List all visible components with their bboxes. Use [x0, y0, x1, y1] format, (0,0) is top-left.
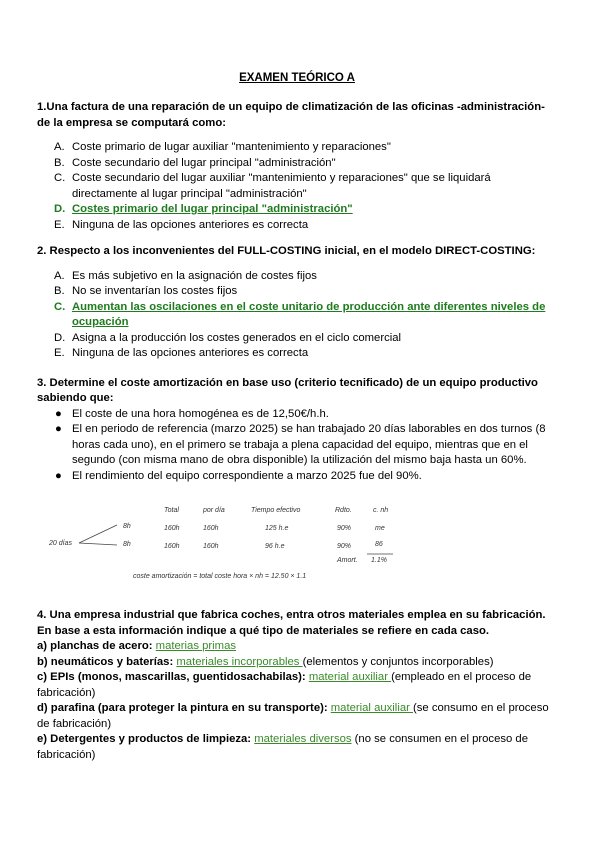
- hw-cell: 90%: [337, 525, 352, 532]
- question-3-text: 3. Determine el coste amortización en base uso (criterio tecnificado) de un equipo productivo sabiendo que:: [37, 376, 538, 404]
- question-3: [37, 376, 557, 587]
- answer-value: materiales diversos: [254, 733, 352, 745]
- hw-cell: 160h: [203, 525, 219, 532]
- question-3-bullets: [37, 407, 557, 485]
- hw-bracket-upper: [79, 525, 117, 543]
- question-1-text: 1.Una factura de una reparación de un equipo de climatización de las oficinas -administración- de la empresa se computará como:: [37, 101, 545, 129]
- option-a: A. Coste primario de lugar auxiliar "mantenimiento y reparaciones": [54, 141, 391, 153]
- hw-cell: 160h: [164, 525, 180, 532]
- option-e: E. Ninguna de las opciones anteriores es correcta: [54, 218, 309, 231]
- answer-line: a) planchas de acero: materias primas: [37, 640, 237, 652]
- document-page: [37, 72, 557, 763]
- option-c: C. Coste secundario del lugar auxiliar "mantenimiento y reparaciones" que se liquidará directamente al lugar principal "administración": [54, 172, 491, 200]
- answer-line: e) Detergentes y productos de limpieza: materiales diversos (no se consumen en el proceso de fabricación): [37, 733, 528, 761]
- question-1-options: [37, 140, 557, 233]
- question-2: [37, 244, 557, 362]
- bullet-icon: ●: [55, 423, 62, 435]
- option-d-correct: D. Costes primario del lugar principal "administración": [54, 203, 353, 215]
- hw-header: Tiempo efectivo: [251, 507, 301, 514]
- answer-value: material auxiliar: [308, 671, 392, 683]
- option-b: B. Coste secundario del lugar principal "administración": [54, 156, 336, 169]
- answer-value: materias primas: [155, 640, 237, 652]
- question-1: [37, 100, 557, 233]
- option-b: B. No se inventarían los costes fijos: [54, 285, 238, 297]
- hw-cell: 8h: [123, 523, 131, 530]
- bullet-item: ● El coste de una hora homogénea es de 12,50€/h.h.: [37, 407, 557, 423]
- option-a: A. Es más subjetivo en la asignación de costes fijos: [54, 269, 317, 282]
- hw-cell: 86: [375, 541, 383, 548]
- hw-header: por día: [203, 507, 225, 514]
- hw-left-label: 20 días: [49, 540, 72, 547]
- hw-total: 1.1%: [371, 557, 387, 564]
- answer-line: c) EPIs (monos, mascarillas, guentidosachabilas): material auxiliar (empleado en el proceso de fabricación): [37, 671, 532, 699]
- hw-header: Rdto.: [335, 507, 352, 514]
- page-title: EXAMEN TEÓRICO A: [239, 72, 355, 84]
- bullet-icon: ●: [55, 407, 62, 420]
- option-d: D. Asigna a la producción los costes generados en el ciclo comercial: [54, 331, 402, 344]
- bullet-item: ● El en periodo de referencia (marzo 2025) se han trabajado 20 días laborables en dos turnos (8 horas cada uno), en el primero se trabaja a plena capacidad del equipo, mientras que en el segundo (con misma mano de obra disponible) la utilización del mismo baja hasta un 60%.: [55, 423, 546, 466]
- answer-value: material auxiliar: [330, 702, 414, 714]
- question-2-options: [37, 269, 557, 362]
- bullet-item: ● El rendimiento del equipo correspondiente a marzo 2025 fue del 90%.: [37, 469, 557, 485]
- hw-header: Total: [164, 507, 179, 514]
- hw-bracket-lower: [79, 543, 117, 545]
- question-2-text: 2. Respecto a los inconvenientes del FULL-COSTING inicial, en el modelo DIRECT-COSTING:: [37, 245, 536, 257]
- question-4: [37, 608, 557, 763]
- answer-value: materiales incorporables: [176, 655, 303, 668]
- answer-line: b) neumáticos y baterías: materiales incorporables (elementos y conjuntos incorporables): [37, 655, 494, 668]
- hw-cell: me: [375, 525, 385, 532]
- option-c-correct: C. Aumentan las oscilaciones en el coste unitario de producción ante diferentes niveles de ocupación: [54, 300, 546, 328]
- question-4-text: 4. Una empresa industrial que fabrica coches, entra otros materiales emplea en su fabricación. En base a esta información indique a qué tipo de materiales se refiere en cada caso.: [37, 609, 546, 637]
- hw-cell: 125 h.e: [265, 525, 289, 532]
- bullet-icon: ●: [55, 469, 62, 482]
- hw-cell: 160h: [203, 543, 219, 550]
- hw-cell: 160h: [164, 543, 180, 550]
- hw-cell: 90%: [337, 543, 352, 550]
- hw-footnote: coste amortización = total coste hora × nh = 12.50 × 1.1: [133, 573, 307, 580]
- handwritten-calculation: [37, 496, 457, 586]
- hw-cell: 96 h.e: [265, 543, 285, 550]
- hw-extra: Amort.: [337, 557, 358, 564]
- option-e: E. Ninguna de las opciones anteriores es correcta: [54, 347, 309, 359]
- answer-line: d) parafina (para proteger la pintura en su transporte): material auxiliar (se consumo en el proceso de fabricación): [37, 702, 549, 730]
- hw-header: c. nh: [373, 507, 389, 514]
- hw-cell: 8h: [123, 541, 131, 548]
